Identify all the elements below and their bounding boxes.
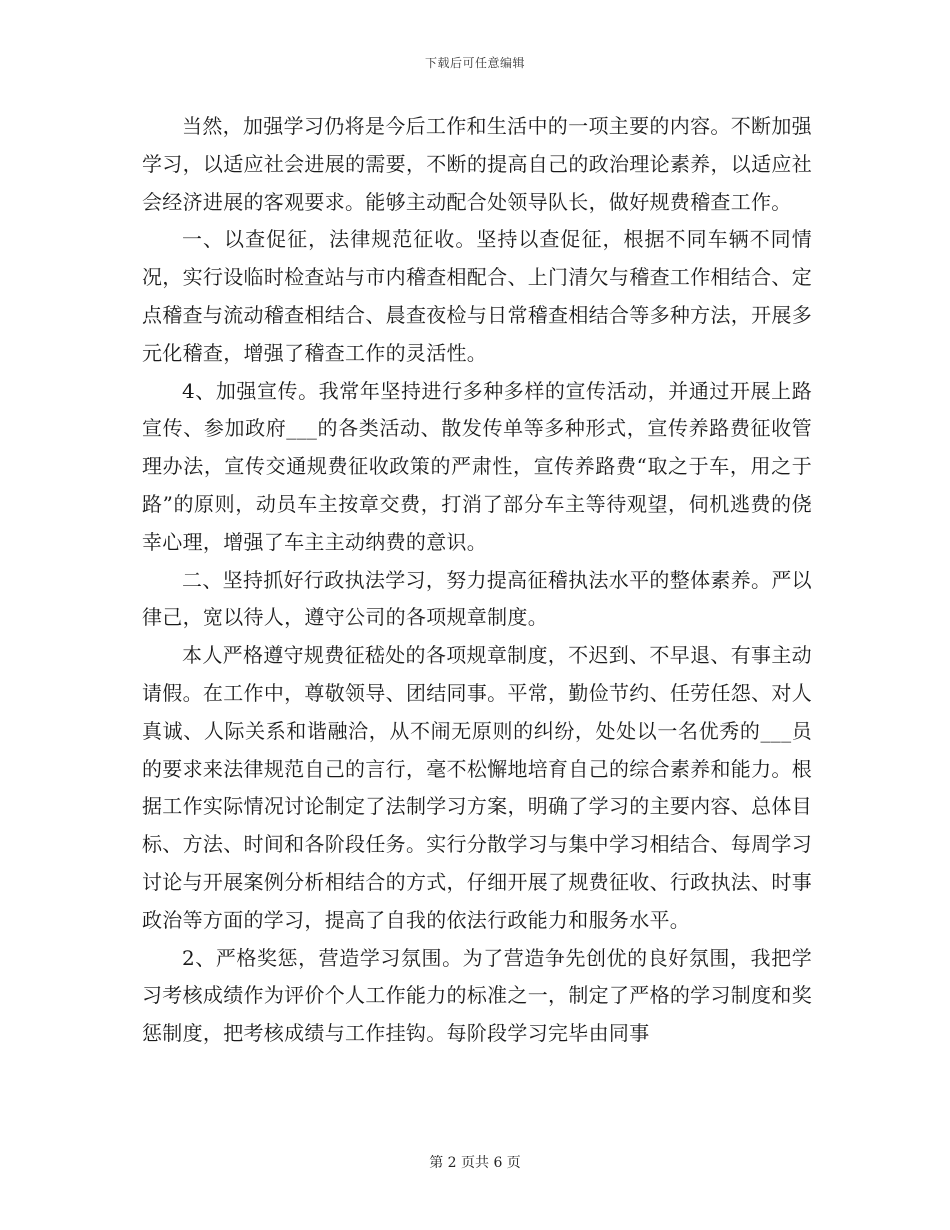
document-body bbox=[142, 108, 812, 1053]
paragraph-2: 一、以查促征，法律规范征收。坚持以查促征，根据不同车辆不同情况，实行设临时检查站与市内稽查相配合、上门清欠与稽查工作相结合、定点稽查与流动稽查相结合、晨查夜检与日常稽查相结合等多种方法，开展多元化稽查，增强了稽查工作的灵活性。 bbox=[142, 227, 812, 365]
paragraph-6: 2、严格奖惩，营造学习氛围。为了营造争先创优的良好氛围，我把学习考核成绩作为评价个人工作能力的标准之一，制定了严格的学习制度和奖惩制度，把考核成绩与工作挂钩。每阶段学习完毕由同事 bbox=[142, 945, 812, 1046]
paragraph-3: 4、加强宣传。我常年坚持进行多种多样的宣传活动，并通过开展上路宣传、参加政府___的各类活动、散发传单等多种形式，宣传养路费征收管理办法，宣传交通规费征收政策的严肃性，宣传养路费“取之于车，用之于路”的原则，动员车主按章交费，打消了部分车主等待观望，伺机逃费的侥幸心理，增强了车主主动纳费的意识。 bbox=[142, 378, 812, 554]
paragraph-1: 当然，加强学习仍将是今后工作和生活中的一项主要的内容。不断加强学习，以适应社会进展的需要，不断的提高自己的政治理论素养，以适应社会经济进展的客观要求。能够主动配合处领导队长，做好规费稽查工作。 bbox=[142, 114, 812, 214]
paragraph-5: 本人严格遵守规费征嵇处的各项规章制度，不迟到、不早退、有事主动请假。在工作中，尊敬领导、团结同事。平常，勤俭节约、任劳任怨、对人真诚、人际关系和谐融洽，从不闹无原则的纠纷，处处以一名优秀的___员的要求来法律规范自己的言行，毫不松懈地培育自己的综合素养和能力。根据工作实际情况讨论制定了法制学习方案，明确了学习的主要内容、总体目标、方法、时间和各阶段任务。实行分散学习与集中学习相结合、每周学习讨论与开展案例分析相结合的方式，仔细开展了规费征收、行政执法、时事政治等方面的学习，提高了自我的依法行政能力和服务水平。 bbox=[142, 643, 812, 932]
paragraph-4: 二、坚持抓好行政执法学习，努力提高征稽执法水平的整体素养。严以律己，宽以待人，遵守公司的各项规章制度。 bbox=[142, 567, 812, 630]
page-number: 第 2 页共 6 页 bbox=[429, 1155, 521, 1171]
page-header: 下载后可任意编辑 bbox=[424, 56, 525, 70]
